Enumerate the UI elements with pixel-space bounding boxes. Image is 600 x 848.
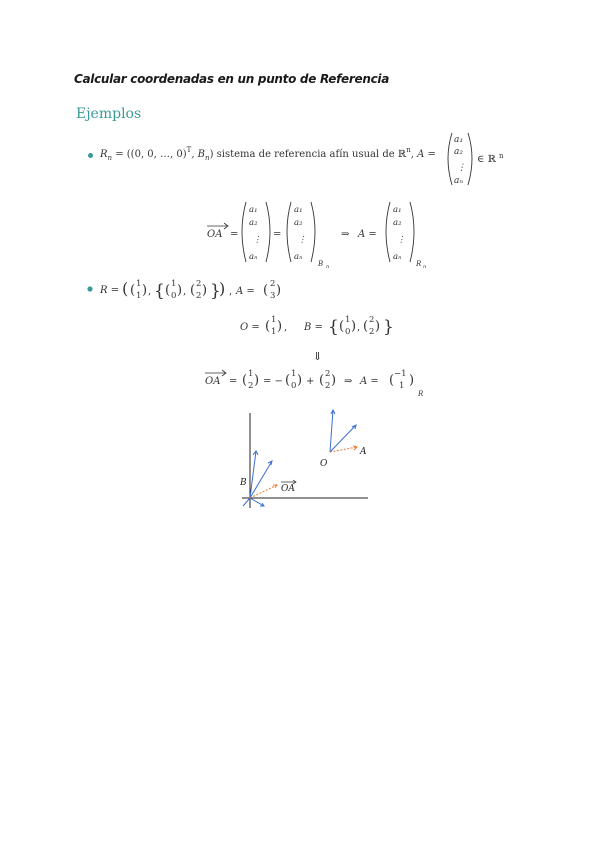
svg-text:,: , <box>284 322 288 333</box>
B2-vector <box>363 315 380 337</box>
svg-text:(: ( <box>265 319 271 334</box>
svg-text:1: 1 <box>345 315 351 325</box>
pos-vector <box>319 369 336 391</box>
svg-text:(: ( <box>263 283 269 298</box>
svg-text:1: 1 <box>248 369 254 379</box>
page-title: Calcular coordenadas en un punto de Referencia <box>74 72 390 86</box>
vec-dots: ⋮ <box>457 163 466 173</box>
svg-text:{: { <box>154 281 165 301</box>
svg-text:0: 0 <box>345 327 351 337</box>
svg-text:n: n <box>326 264 330 270</box>
svg-text:): ) <box>375 319 381 334</box>
svg-text:(: ( <box>190 283 196 298</box>
svg-text:(: ( <box>319 373 325 388</box>
diagram-label-B: B <box>240 478 247 488</box>
r-symbol: R <box>100 149 108 160</box>
a-eq: , A = <box>410 149 436 160</box>
svg-text:a₁: a₁ <box>393 205 402 215</box>
svg-text:1: 1 <box>136 279 142 289</box>
svg-text:): ) <box>409 373 415 388</box>
svg-text:⋮: ⋮ <box>397 235 406 245</box>
svg-text:+: + <box>306 376 315 387</box>
sub-Rn: R <box>416 260 422 268</box>
sub-R: R <box>418 390 424 398</box>
in-Rn-sup: n <box>499 152 504 160</box>
vector-col-3 <box>386 202 414 262</box>
svg-text:1: 1 <box>171 279 177 289</box>
A-result-label: A = <box>360 376 379 387</box>
svg-text:2: 2 <box>248 381 254 391</box>
svg-text:= −: = − <box>263 376 283 387</box>
sub-n2: n <box>205 154 210 162</box>
svg-text:a₁: a₁ <box>249 205 258 215</box>
svg-text:n: n <box>423 264 427 270</box>
svg-text:(: ( <box>122 279 129 298</box>
O-blue-vectors <box>330 410 356 452</box>
svg-text:⋮: ⋮ <box>298 235 307 245</box>
svg-text:): ) <box>254 373 260 388</box>
R-label: R = <box>100 285 120 296</box>
vector-A-column <box>448 133 472 186</box>
svg-text:a₁: a₁ <box>294 205 303 215</box>
implies-1: ⇒ <box>341 229 350 240</box>
bullet-2 <box>87 286 92 291</box>
svg-text:1: 1 <box>271 327 277 337</box>
svg-text:): ) <box>297 373 303 388</box>
svg-text:1: 1 <box>271 315 277 325</box>
svg-text:2: 2 <box>369 315 375 325</box>
bn-symbol: , B <box>191 149 206 160</box>
svg-text:0: 0 <box>291 381 297 391</box>
svg-text:aₙ: aₙ <box>393 252 402 262</box>
svg-text:(: ( <box>389 373 395 388</box>
svg-text:aₙ: aₙ <box>294 252 303 262</box>
R-b2-vector <box>190 279 207 301</box>
svg-text:2: 2 <box>196 279 202 289</box>
transpose-T: T <box>186 146 192 154</box>
svg-text:(: ( <box>130 283 136 298</box>
oa-label-1: OA <box>207 229 223 240</box>
svg-text:}: } <box>383 317 394 337</box>
A-label: A = <box>236 286 255 297</box>
svg-text:): ) <box>142 283 148 298</box>
svg-text:⋮: ⋮ <box>253 235 262 245</box>
A-vector <box>263 279 281 301</box>
svg-text:a₂: a₂ <box>393 218 402 228</box>
sub-n: n <box>107 154 113 162</box>
svg-text:(: ( <box>363 319 369 334</box>
implies-2: ⇒ <box>344 376 353 387</box>
svg-text:2: 2 <box>196 291 202 301</box>
svg-text:0: 0 <box>171 291 177 301</box>
svg-text:2: 2 <box>369 327 375 337</box>
svg-text:(: ( <box>165 283 171 298</box>
neg-vector <box>285 369 302 391</box>
svg-text:2: 2 <box>325 369 331 379</box>
svg-text:a₂: a₂ <box>249 218 258 228</box>
svg-text:,: , <box>357 322 361 333</box>
section-heading: Ejemplos <box>76 106 142 122</box>
O-vector <box>265 315 282 337</box>
O-label: O = <box>240 322 260 333</box>
R-origin-vector <box>130 279 147 301</box>
svg-text:): ) <box>331 373 337 388</box>
svg-text:(: ( <box>242 373 248 388</box>
coordinate-diagram <box>239 410 368 508</box>
svg-text:=: = <box>273 229 282 240</box>
in-Rn: ∈ ℝ <box>477 154 496 165</box>
sub-Bn: B <box>318 260 324 268</box>
svg-text:): ) <box>276 283 282 298</box>
oa-label-2: OA <box>205 376 221 387</box>
vector-col-1 <box>242 202 270 262</box>
svg-text:(: ( <box>339 319 345 334</box>
svg-text:−1: −1 <box>394 369 407 379</box>
arrow-down: ⇓ <box>313 350 323 363</box>
svg-text:3: 3 <box>270 291 276 301</box>
vec-an: aₙ <box>454 176 464 186</box>
svg-text:1: 1 <box>291 369 297 379</box>
origin-tuple: = ((0, 0, …, 0) <box>112 149 187 160</box>
svg-text:=: = <box>230 229 239 240</box>
diagram-label-A: A <box>360 447 367 457</box>
result-vector <box>389 369 414 391</box>
diagram-label-O: O <box>320 459 328 469</box>
svg-text:): ) <box>177 283 183 298</box>
svg-text:a₂: a₂ <box>294 218 303 228</box>
sistema-text: ) sistema de referencia afín usual de ℝ <box>209 149 407 160</box>
svg-text:): ) <box>277 319 283 334</box>
svg-text:): ) <box>219 279 226 298</box>
svg-text:1: 1 <box>136 291 142 301</box>
svg-text:1: 1 <box>399 381 405 391</box>
R-b1-vector <box>165 279 182 301</box>
svg-text:): ) <box>351 319 357 334</box>
svg-text:,: , <box>148 286 152 297</box>
svg-text:,: , <box>229 286 233 297</box>
svg-text:aₙ: aₙ <box>249 252 258 262</box>
diagram-label-OA: OA <box>281 484 295 494</box>
a-eq-2: A = <box>358 229 377 240</box>
vec-a2: a₂ <box>454 147 463 157</box>
svg-text:): ) <box>202 283 208 298</box>
sup-n: n <box>406 146 411 154</box>
svg-text:{: { <box>328 317 339 337</box>
svg-text:2: 2 <box>325 381 331 391</box>
vector-col-2 <box>287 202 315 262</box>
svg-text:2: 2 <box>270 279 276 289</box>
B-label: B = <box>304 322 323 333</box>
B1-vector <box>339 315 356 337</box>
svg-text:=: = <box>229 376 238 387</box>
svg-text:}: } <box>210 281 221 301</box>
svg-text:,: , <box>183 286 187 297</box>
vec-a1: a₁ <box>454 135 463 145</box>
svg-text:(: ( <box>285 373 291 388</box>
oa-vector <box>242 369 259 391</box>
